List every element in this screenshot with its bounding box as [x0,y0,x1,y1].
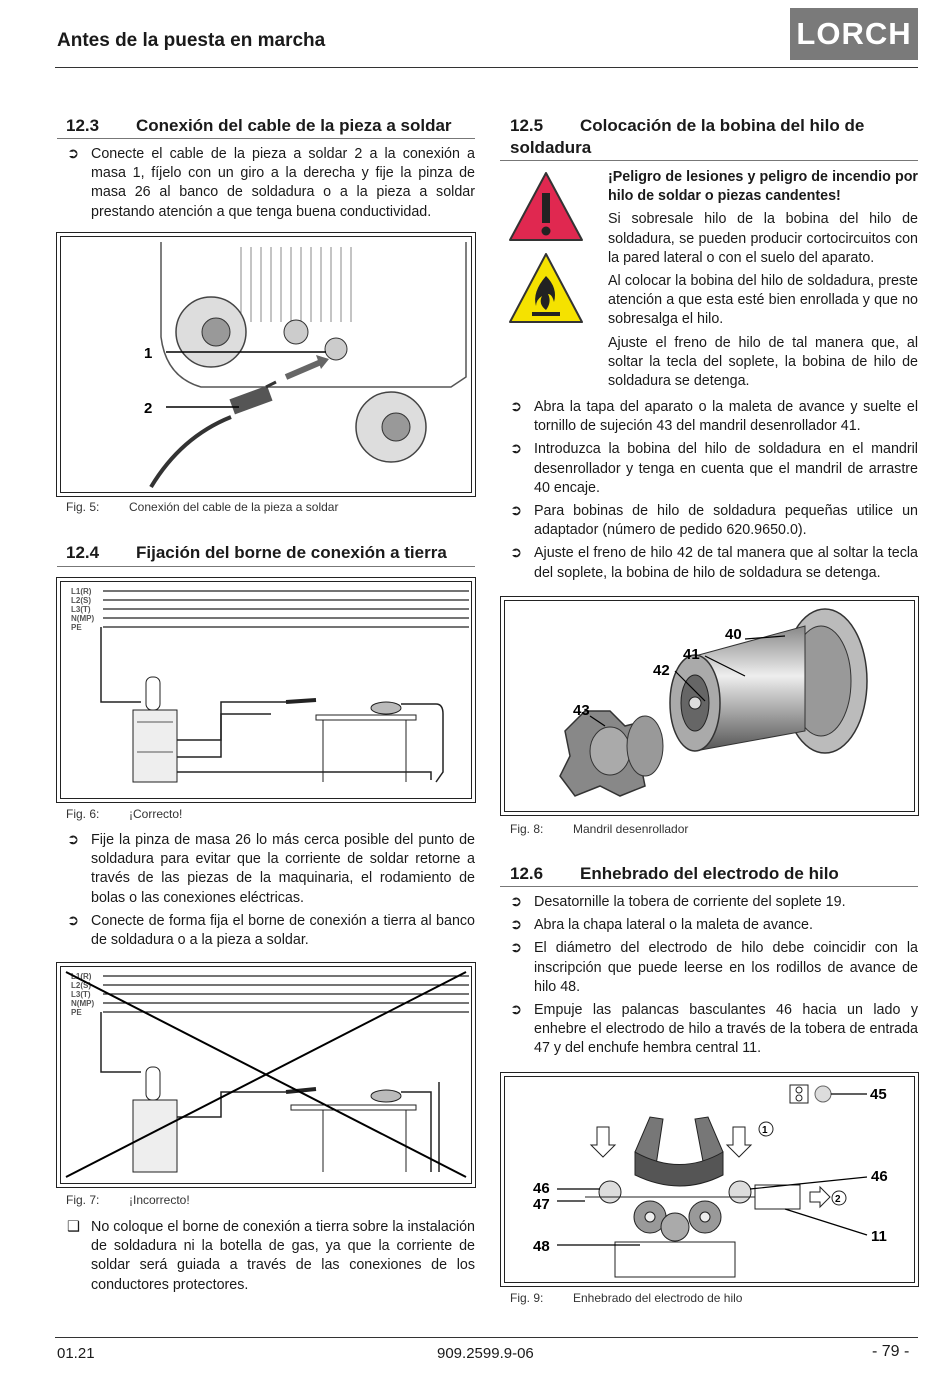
figure-6-caption: Fig. 6: ¡Correcto! [66,807,183,821]
header-rule [55,67,918,68]
section-12-3-heading: 12.3 Conexión del cable de la pieza a soldar [66,116,452,135]
warning-paragraph: Ajuste el freno de hilo de tal manera que, al soltar la tecla del soplete, la bobina de hilo de soldadura se detenga. [608,334,918,390]
section-rule [500,886,918,887]
section-12-5-body [510,398,918,587]
fig9-circle-1: 1 [762,1125,768,1136]
section-12-4-body [67,831,475,954]
figure-8-caption: Fig. 8: Mandril desenrollador [510,822,689,836]
warning-title: ¡Peligro de lesiones y peligro de incendio por hilo de soldar o piezas candentes! [608,169,918,205]
instruction-bullet: ➲ Abra la tapa del aparato o la maleta de avance y suelte el tornillo de sujeción 43 del mandril desenrollador 41. [510,399,918,435]
line-label-l3: L3(T) [71,605,91,614]
fire-hazard-icon [506,250,586,328]
line-label-l1: L1(R) [71,972,92,981]
fig8-label-43: 43 [573,702,590,719]
line-label-l1: L1(R) [71,587,92,596]
instruction-bullet: ➲ Conecte de forma fija el borne de conexión a tierra al banco de soldadura o a la pieza a soldar. [67,912,475,949]
fig9-label-46-right: 46 [871,1168,888,1185]
fig8-label-42: 42 [653,662,670,679]
brand-logo: LORCH [790,8,918,60]
figure-8 [500,596,919,816]
incorrect-grounding-diagram [61,967,473,1185]
page-number: - 79 - [872,1343,910,1360]
line-label-pe: PE [71,1008,82,1017]
section-12-3-body [67,145,475,226]
section-rule [57,138,475,139]
instruction-bullet: ➲ Desatornille la tobera de corriente del soplete 19. [510,894,846,910]
warning-paragraph: Si sobresale hilo de la bobina del hilo de soldadura, se pueden producir cortocircuitos con la pared lateral o con el suelo del aparato. [608,211,918,266]
figure-9 [500,1072,919,1287]
unwinding-mandrel-illustration [505,601,916,813]
note-bullet: ❑ No coloque el borne de conexión a tierra sobre la instalación de soldadura ni la botella de gas, ya que la corriente de soldar será guiada a través de las conexiones de los conductores protectores. [67,1219,475,1293]
instruction-bullet: ➲ El diámetro del electrodo de hilo debe coincidir con la inscripción que puede leerse en los rodillos de avance de hilo 48. [510,940,918,995]
section-12-4-heading: 12.4 Fijación del borne de conexión a tierra [66,543,447,562]
footer-date: 01.21 [57,1345,95,1362]
section-12-5-warning [608,168,918,395]
instruction-bullet: ➲ Ajuste el freno de hilo 42 de tal manera que al soltar la tecla del soplete, la bobina de hilo de soldadura se detenga. [510,545,918,581]
fig8-label-40: 40 [725,626,742,643]
figure-6 [56,577,476,803]
figure-5-caption: Fig. 5: Conexión del cable de la pieza a soldar [66,500,339,514]
section-12-6-heading: 12.6 Enhebrado del electrodo de hilo [510,864,839,883]
section-rule [500,160,918,161]
fig9-label-45: 45 [870,1086,887,1103]
fig9-label-11: 11 [871,1228,887,1245]
fig9-label-48: 48 [533,1238,550,1255]
figure-5 [56,232,476,497]
footer-doc-number: 909.2599.9-06 [437,1345,534,1362]
line-label-l2: L2(S) [71,596,91,605]
header-title: Antes de la puesta en marcha [57,30,326,51]
warning-paragraph: Al colocar la bobina del hilo de soldadura, preste atención a que esta esté bien enrollada y que no sobresalga el hilo. [608,273,918,328]
ground-cable-connection-illustration [61,237,473,494]
section-12-5-heading: 12.5 Colocación de la bobina del hilo de soldadura [510,116,865,157]
line-label-pe: PE [71,623,82,632]
wire-threading-illustration [505,1077,916,1284]
fig8-label-41: 41 [683,646,700,663]
line-label-n: N(MP) [71,999,95,1008]
instruction-bullet: ➲ Abra la chapa lateral o la maleta de avance. [510,917,813,934]
instruction-bullet: ➲ Conecte el cable de la pieza a soldar 2 a la conexión a masa 1, fíjelo con un giro a la derecha y fije la pinza de masa 26 al banco de soldadura o a la pieza a soldar prestando atención a que tenga buena conductividad. [67,146,475,220]
section-12-6-body [510,893,918,1063]
fig5-label-2: 2 [144,400,153,417]
warning-triangle-icon [506,168,586,248]
instruction-bullet: ➲ Para bobinas de hilo de soldadura pequeñas utilice un adaptador (número de pedido 620.9650.0). [510,503,918,539]
instruction-bullet: ➲ Empuje las palancas basculantes 46 hacia un lado y enhebre el electrodo de hilo a través de la tobera de entrada 47 y del enchufe hembra central 11. [510,1002,918,1057]
footer-rule [55,1337,918,1338]
section-rule [57,566,475,567]
fig9-circle-2: 2 [835,1194,841,1205]
section-12-4-note [67,1218,475,1299]
line-label-n: N(MP) [71,614,95,623]
correct-grounding-diagram [61,582,473,800]
line-label-l2: L2(S) [71,981,91,990]
instruction-bullet: ➲ Fije la pinza de masa 26 lo más cerca posible del punto de soldadura para evitar que la corriente de soldar retorne a través de las piezas de la maquinaria, el rodamiento de bolas o las conexiones eléctricas. [67,832,475,906]
fig5-label-1: 1 [144,345,153,362]
instruction-bullet: ➲ Introduzca la bobina del hilo de soldadura en el mandril desenrollador y tenga en cuenta que el mandril de arrastre 40 encaje. [510,441,918,496]
figure-7 [56,962,476,1188]
line-label-l3: L3(T) [71,990,91,999]
fig9-label-47: 47 [533,1196,550,1213]
figure-9-caption: Fig. 9: Enhebrado del electrodo de hilo [510,1291,743,1305]
fig9-label-46-left: 46 [533,1180,550,1197]
figure-7-caption: Fig. 7: ¡Incorrecto! [66,1193,190,1207]
